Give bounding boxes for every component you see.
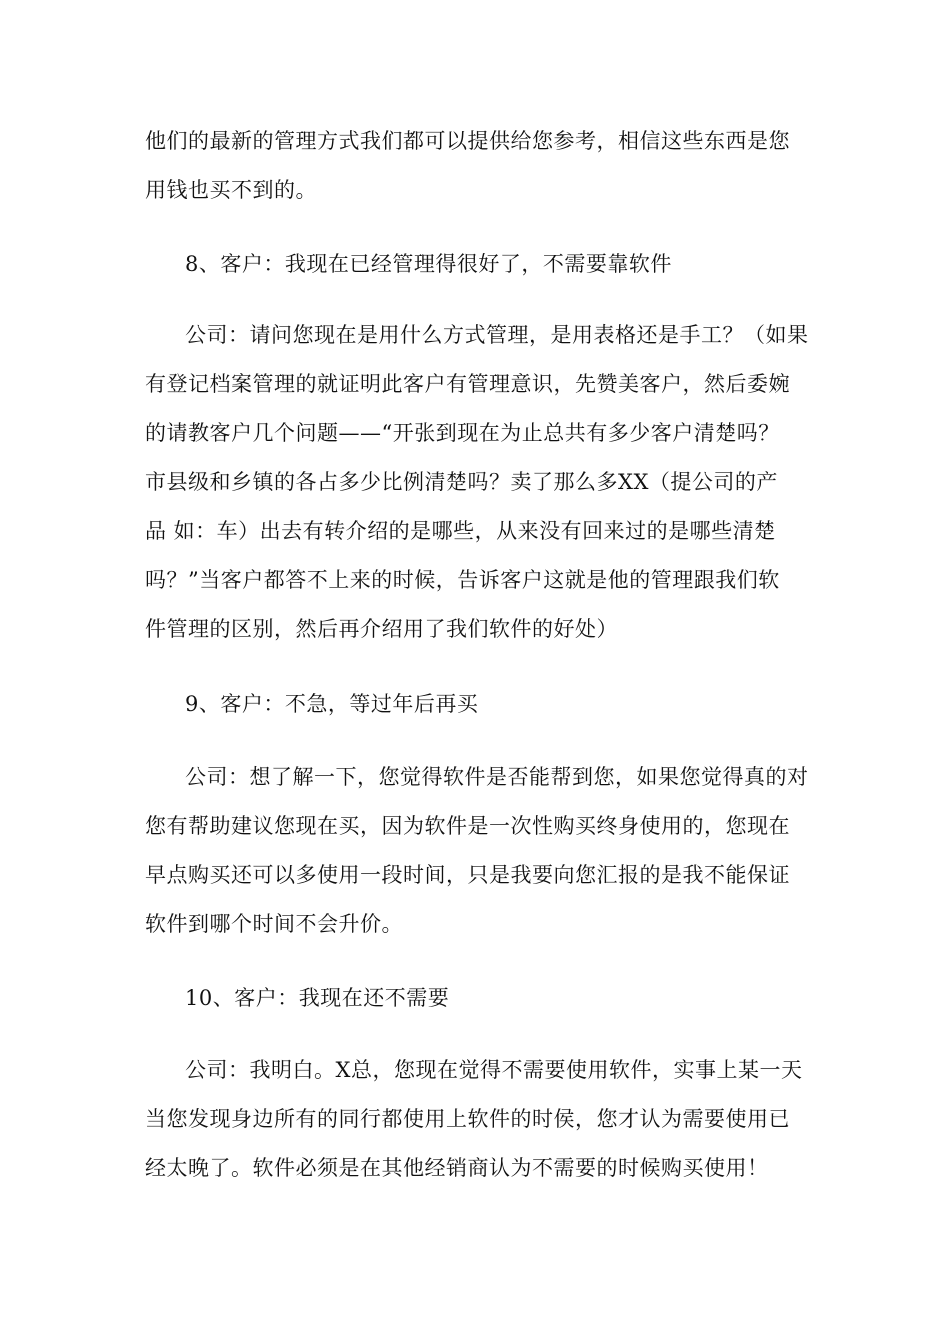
paragraph-continuation xyxy=(145,117,813,215)
question-line: 9、客户：不急，等过年后再买 xyxy=(185,692,479,716)
text-line: 吗？”当客户都答不上来的时候，告诉客户这就是他的管理跟我们软 xyxy=(145,568,780,592)
text-line: 件管理的区别，然后再介绍用了我们软件的好处） xyxy=(145,617,618,641)
text-line: 他们的最新的管理方式我们都可以提供给您参考，相信这些东西是您 xyxy=(145,129,790,153)
answer-10 xyxy=(145,1046,813,1193)
question-line: 10、客户：我现在还不需要 xyxy=(185,986,450,1010)
question-9 xyxy=(145,680,813,729)
answer-9 xyxy=(145,753,813,949)
text-line: 用钱也买不到的。 xyxy=(145,178,317,202)
text-line: 公司：想了解一下，您觉得软件是否能帮到您，如果您觉得真的对 xyxy=(185,765,809,789)
text-line: 品 如：车）出去有转介绍的是哪些，从来没有回来过的是哪些清楚 xyxy=(145,519,776,543)
text-line: 早点购买还可以多使用一段时间，只是我要向您汇报的是我不能保证 xyxy=(145,863,790,887)
question-10 xyxy=(145,974,813,1023)
text-line: 经太晚了。软件必须是在其他经销商认为不需要的时候购买使用！ xyxy=(145,1156,769,1180)
text-line: 您有帮助建议您现在买，因为软件是一次性购买终身使用的，您现在 xyxy=(145,814,790,838)
question-8 xyxy=(145,240,813,289)
text-line: 的请教客户几个问题——“开张到现在为止总共有多少客户清楚吗？ xyxy=(145,421,780,445)
text-line: 有登记档案管理的就证明此客户有管理意识，先赞美客户，然后委婉 xyxy=(145,372,790,396)
text-line: 软件到哪个时间不会升价。 xyxy=(145,912,403,936)
answer-8 xyxy=(145,311,813,654)
question-line: 8、客户：我现在已经管理得很好了，不需要靠软件 xyxy=(185,252,672,276)
text-line: 公司：我明白。X总，您现在觉得不需要使用软件，实事上某一天 xyxy=(185,1058,803,1082)
text-line: 公司：请问您现在是用什么方式管理，是用表格还是手工？（如果 xyxy=(185,323,809,347)
text-line: 市县级和乡镇的各占多少比例清楚吗？卖了那么多XX（提公司的产 xyxy=(145,470,778,494)
text-line: 当您发现身边所有的同行都使用上软件的时侯，您才认为需要使用已 xyxy=(145,1107,790,1131)
